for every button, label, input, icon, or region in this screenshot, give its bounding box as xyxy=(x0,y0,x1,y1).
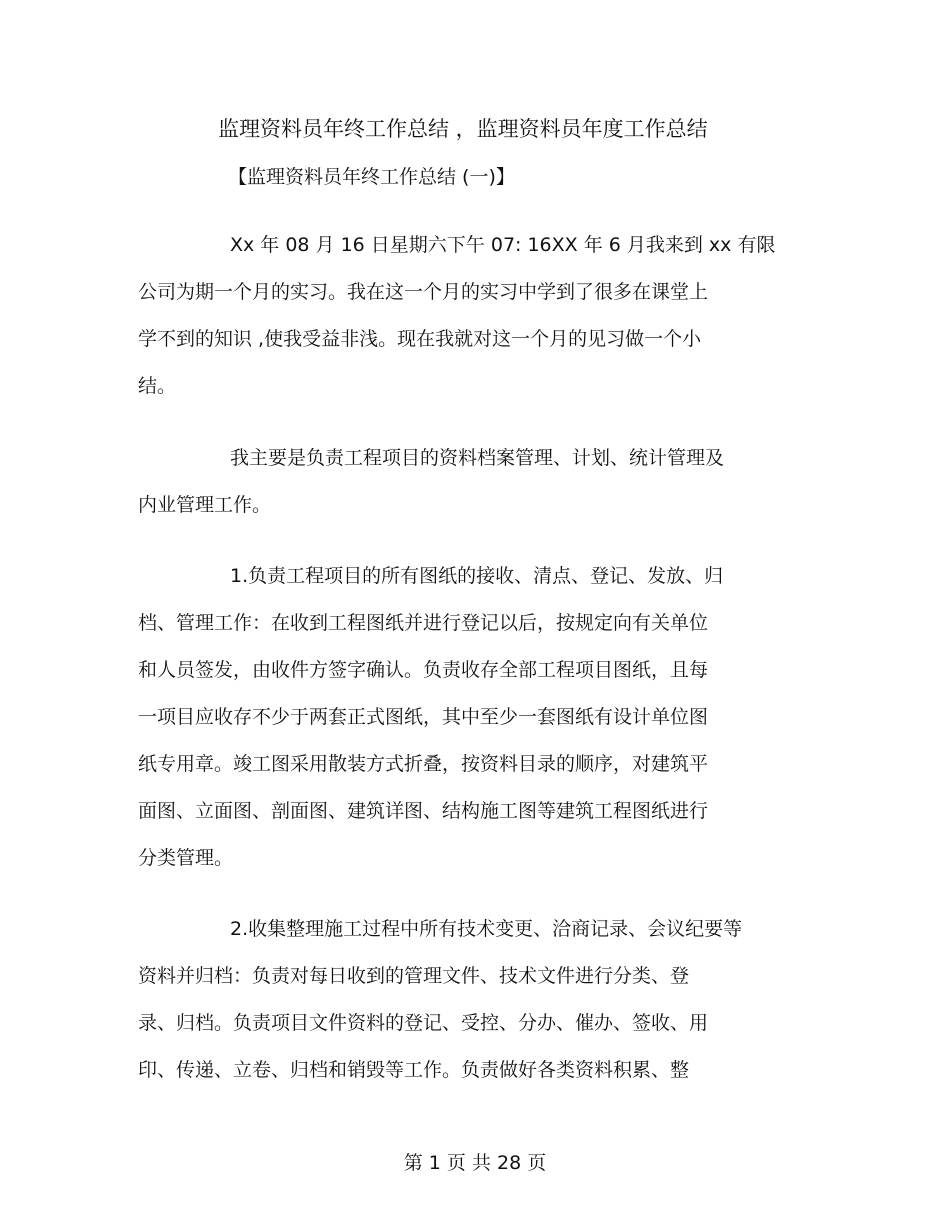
paragraph-line: 资料并归档：负责对每日收到的管理文件、技术文件进行分类、登 xyxy=(138,965,690,987)
paragraph-line: 面图、立面图、剖面图、建筑详图、结构施工图等建筑工程图纸进行 xyxy=(138,800,709,822)
page-number-footer: 第 1 页 共 28 页 xyxy=(403,1152,547,1174)
paragraph-item-1 xyxy=(138,553,818,882)
paragraph-line: 和人员签发，由收件方签字确认。负责收存全部工程项目图纸，且每 xyxy=(138,659,709,681)
paragraph-line: 1.负责工程项目的所有图纸的接收、清点、登记、发放、归 xyxy=(230,565,724,587)
paragraph-line: 一项目应收存不少于两套正式图纸，其中至少一套图纸有设计单位图 xyxy=(138,706,709,728)
paragraph-line: 公司为期一个月的实习。我在这一个月的实习中学到了很多在课堂上 xyxy=(138,281,709,303)
paragraph-line: 分类管理。 xyxy=(138,847,234,869)
paragraph-line: 2.收集整理施工过程中所有技术变更、洽商记录、会议纪要等 xyxy=(230,918,743,940)
paragraph-responsibility xyxy=(138,435,818,529)
paragraph-line: 录、归档。负责项目文件资料的登记、受控、分办、催办、签收、用 xyxy=(138,1012,709,1034)
document-subtitle: 【监理资料员年终工作总结 (一)】 xyxy=(228,166,515,188)
paragraph-intro xyxy=(138,222,818,410)
paragraph-line: 内业管理工作。 xyxy=(138,494,272,516)
paragraph-line: Xx 年 08 月 16 日星期六下午 07: 16XX 年 6 月我来到 xx 有限 xyxy=(230,234,776,256)
paragraph-line: 我主要是负责工程项目的资料档案管理、计划、统计管理及 xyxy=(230,447,725,469)
paragraph-line: 纸专用章。竣工图采用散装方式折叠，按资料目录的顺序，对建筑平 xyxy=(138,753,709,775)
paragraph-line: 印、传递、立卷、归档和销毁等工作。负责做好各类资料积累、整 xyxy=(138,1059,690,1081)
paragraph-line: 结。 xyxy=(138,375,177,397)
paragraph-line: 档、管理工作：在收到工程图纸并进行登记以后，按规定向有关单位 xyxy=(138,612,709,634)
paragraph-line: 学不到的知识 ,使我受益非浅。现在我就对这一个月的见习做一个小 xyxy=(138,328,702,350)
paragraph-item-2 xyxy=(138,906,818,1094)
document-title: 监理资料员年终工作总结 ，监理资料员年度工作总结 xyxy=(218,117,708,141)
